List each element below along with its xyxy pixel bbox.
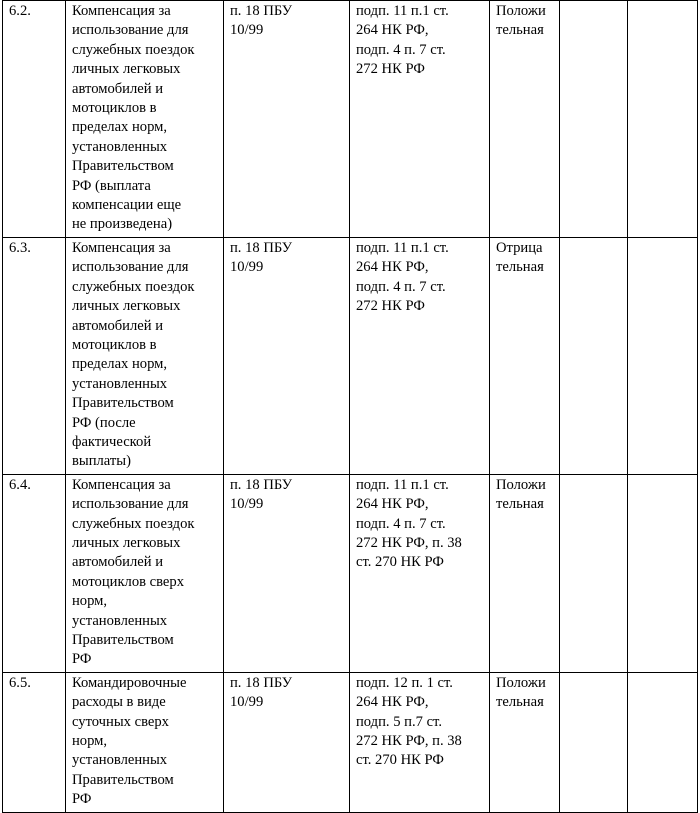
row-number: 6.2. bbox=[9, 3, 31, 19]
difference-type-cell bbox=[490, 1, 560, 238]
empty-cell bbox=[628, 474, 698, 672]
empty-cell bbox=[560, 1, 628, 238]
empty-cell bbox=[560, 672, 628, 812]
row-description: Компенсация за использование для служебных поездок личных легковых автомобилей и мотоциклов сверх норм, установленных Правительством РФ bbox=[72, 476, 195, 668]
tax-code-reference-cell bbox=[350, 672, 490, 812]
table-row bbox=[3, 672, 698, 812]
table-row bbox=[3, 237, 698, 474]
tax-code-reference-cell bbox=[350, 237, 490, 474]
pbu-reference-cell bbox=[224, 474, 350, 672]
pbu-reference: п. 18 ПБУ 10/99 bbox=[230, 239, 293, 276]
pbu-reference-cell bbox=[224, 1, 350, 238]
empty-cell bbox=[628, 1, 698, 238]
empty-cell bbox=[628, 672, 698, 812]
tax-code-reference: подп. 11 п.1 ст. 264 НК РФ, подп. 4 п. 7 ст. 272 НК РФ bbox=[356, 239, 449, 315]
row-description: Компенсация за использование для служебных поездок личных легковых автомобилей и мотоциклов в пределах норм, установленных Правительством РФ (после фактической выплаты) bbox=[72, 239, 195, 470]
row-number-cell bbox=[3, 474, 66, 672]
description-cell bbox=[66, 237, 224, 474]
row-number-cell bbox=[3, 672, 66, 812]
tax-code-reference: подп. 11 п.1 ст. 264 НК РФ, подп. 4 п. 7 ст. 272 НК РФ, п. 38 ст. 270 НК РФ bbox=[356, 476, 462, 571]
row-number: 6.4. bbox=[9, 476, 31, 493]
difference-type: Отрица тельная bbox=[496, 239, 544, 276]
document-table bbox=[2, 0, 698, 813]
difference-type: Положи тельная bbox=[496, 476, 546, 513]
table-row bbox=[3, 474, 698, 672]
difference-type-cell bbox=[490, 672, 560, 812]
description-cell bbox=[66, 1, 224, 238]
row-number: 6.3. bbox=[9, 239, 31, 256]
row-description: Компенсация за использование для служебных поездок личных легковых автомобилей и мотоциклов в пределах норм, установленных Правительством РФ (выплата компенсации еще не произведена) bbox=[72, 3, 195, 233]
row-description: Командировочные расходы в виде суточных сверх норм, установленных Правительством РФ bbox=[72, 674, 187, 808]
description-cell bbox=[66, 474, 224, 672]
row-number-cell bbox=[3, 237, 66, 474]
pbu-reference: п. 18 ПБУ 10/99 bbox=[230, 476, 293, 513]
tax-code-reference-cell bbox=[350, 1, 490, 238]
tax-code-reference: подп. 11 п.1 ст. 264 НК РФ, подп. 4 п. 7 ст. 272 НК РФ bbox=[356, 3, 449, 78]
pbu-reference: п. 18 ПБУ 10/99 bbox=[230, 674, 293, 711]
pbu-reference-cell bbox=[224, 237, 350, 474]
tax-code-reference: подп. 12 п. 1 ст. 264 НК РФ, подп. 5 п.7 ст. 272 НК РФ, п. 38 ст. 270 НК РФ bbox=[356, 674, 462, 769]
difference-type: Положи тельная bbox=[496, 3, 546, 39]
description-cell bbox=[66, 672, 224, 812]
pbu-reference-cell bbox=[224, 672, 350, 812]
difference-type-cell bbox=[490, 237, 560, 474]
tax-code-reference-cell bbox=[350, 474, 490, 672]
empty-cell bbox=[628, 237, 698, 474]
empty-cell bbox=[560, 474, 628, 672]
row-number-cell bbox=[3, 1, 66, 238]
empty-cell bbox=[560, 237, 628, 474]
pbu-reference: п. 18 ПБУ 10/99 bbox=[230, 3, 293, 39]
difference-type: Положи тельная bbox=[496, 674, 546, 711]
difference-type-cell bbox=[490, 474, 560, 672]
row-number: 6.5. bbox=[9, 674, 31, 691]
table-row bbox=[3, 1, 698, 238]
